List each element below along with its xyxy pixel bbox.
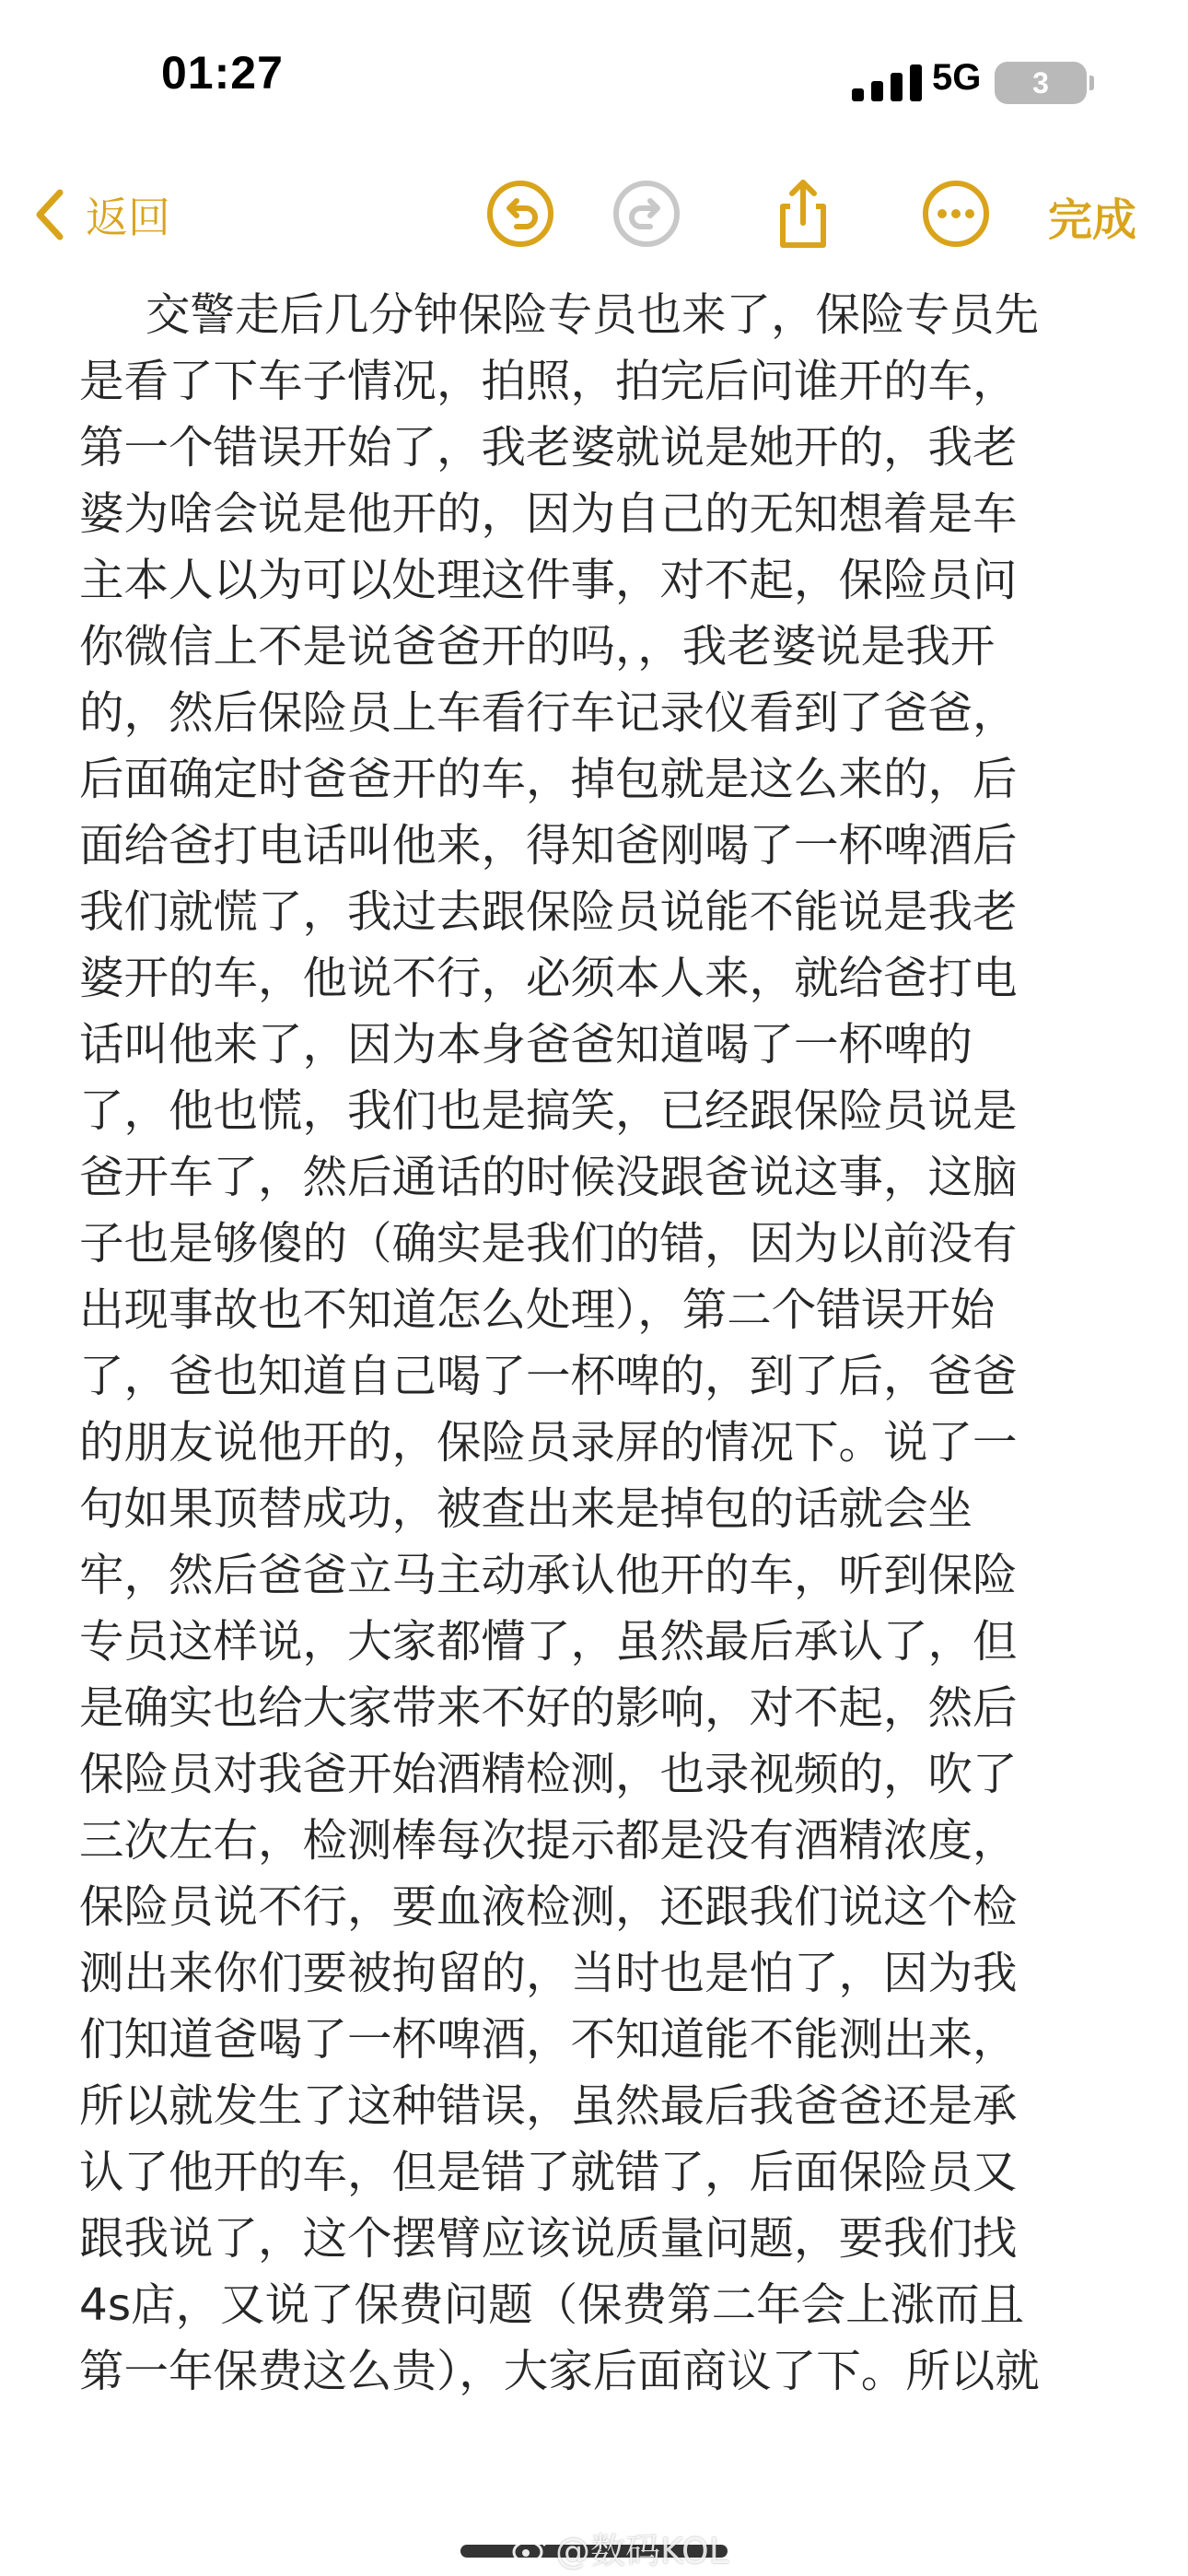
note-line: 是确实也给大家带来不好的影响，对不起，然后 (79, 1682, 1018, 1734)
weibo-logo-icon (511, 2530, 548, 2567)
note-line: 保险员说不行，要血液检测，还跟我们说这个检 (79, 1881, 1018, 1933)
note-line: 子也是够傻的（确实是我们的错，因为以前没有 (79, 1218, 1018, 1270)
more-icon (919, 177, 993, 251)
note-line: 牢，然后爸爸立马主动承认他开的车，听到保险 (79, 1550, 1018, 1601)
share-button[interactable] (766, 177, 840, 251)
battery-level: 3 (1032, 66, 1049, 100)
redo-button[interactable] (610, 177, 683, 251)
note-line: 专员这样说，大家都懵了，虽然最后承认了，但 (79, 1616, 1018, 1668)
watermark (511, 2523, 728, 2573)
note-line: 你微信上不是说爸爸开的吗，，我老婆说是我开 (79, 621, 996, 673)
note-line: 了，爸也知道自己喝了一杯啤的，到了后，爸爸 (79, 1351, 1018, 1402)
note-line: 话叫他来了，因为本身爸爸知道喝了一杯啤的 (79, 1019, 973, 1071)
note-line: 婆开的车，他说不行，必须本人来，就给爸打电 (79, 953, 1018, 1004)
note-line: 主本人以为可以处理这件事，对不起，保险员问 (79, 555, 1018, 606)
share-icon (766, 177, 840, 251)
note-line: 认了他开的车，但是错了就错了，后面保险员又 (79, 2147, 1018, 2198)
note-line: 婆为啥会说是他开的，因为自己的无知想着是车 (79, 488, 1018, 540)
note-line: 保险员对我爸开始酒精检测，也录视频的，吹了 (79, 1749, 1018, 1800)
status-time: 01:27 (161, 47, 284, 99)
status-bar (0, 0, 1188, 157)
chevron-left-icon (32, 187, 69, 242)
note-line: 跟我说了，这个摆臂应该说质量问题，要我们找 (79, 2213, 1018, 2265)
note-text-area[interactable] (79, 282, 1120, 2405)
note-line: 出现事故也不知道怎么处理），第二个错误开始 (79, 1284, 996, 1336)
note-line: 测出来你们要被拘留的，当时也是怕了，因为我 (79, 1948, 1018, 1999)
network-type: 5G (932, 57, 982, 98)
note-line: 交警走后几分钟保险专员也来了，保险专员先 (146, 289, 1040, 341)
note-line: 们知道爸喝了一杯啤酒，不知道能不能测出来， (79, 2014, 1018, 2066)
back-button[interactable] (32, 182, 170, 247)
note-line: 第一个错误开始了，我老婆就说是她开的，我老 (79, 422, 1018, 474)
undo-button[interactable] (483, 177, 557, 251)
redo-icon (610, 177, 683, 251)
note-line: 三次左右，检测棒每次提示都是没有酒精浓度， (79, 1815, 1018, 1867)
note-line: 了，他也慌，我们也是搞笑，已经跟保险员说是 (79, 1085, 1018, 1137)
note-line: 所以就发生了这种错误，虽然最后我爸爸还是承 (79, 2080, 1018, 2132)
cellular-signal-icon (852, 64, 922, 101)
note-line: 第一年保费这么贵），大家后面商议了下。所以就 (79, 2346, 1040, 2397)
note-line: 的，然后保险员上车看行车记录仪看到了爸爸， (79, 687, 1018, 739)
back-label: 返回 (86, 193, 170, 242)
note-line: 面给爸打电话叫他来，得知爸刚喝了一杯啤酒后 (79, 820, 1018, 872)
undo-icon (483, 177, 557, 251)
note-line: 爸开车了，然后通话的时候没跟爸说这事，这脑 (79, 1152, 1018, 1203)
note-line: 句如果顶替成功，被查出来是掉包的话就会坐 (79, 1483, 973, 1535)
note-line: 是看了下车子情况，拍照，拍完后问谁开的车， (79, 356, 1018, 407)
more-button[interactable] (919, 177, 993, 251)
done-button[interactable]: 完成 (1048, 194, 1137, 246)
notes-toolbar (0, 157, 1188, 267)
watermark-text: @数码KOL (555, 2531, 728, 2571)
note-line: 4s店，又说了保费问题（保费第二年会上涨而且 (79, 2279, 1025, 2331)
note-line: 我们就慌了，我过去跟保险员说能不能说是我老 (79, 886, 1018, 938)
note-line: 后面确定时爸爸开的车，掉包就是这么来的，后 (79, 754, 1018, 805)
battery-icon (995, 62, 1094, 104)
note-line: 的朋友说他开的，保险员录屏的情况下。说了一 (79, 1417, 1018, 1469)
